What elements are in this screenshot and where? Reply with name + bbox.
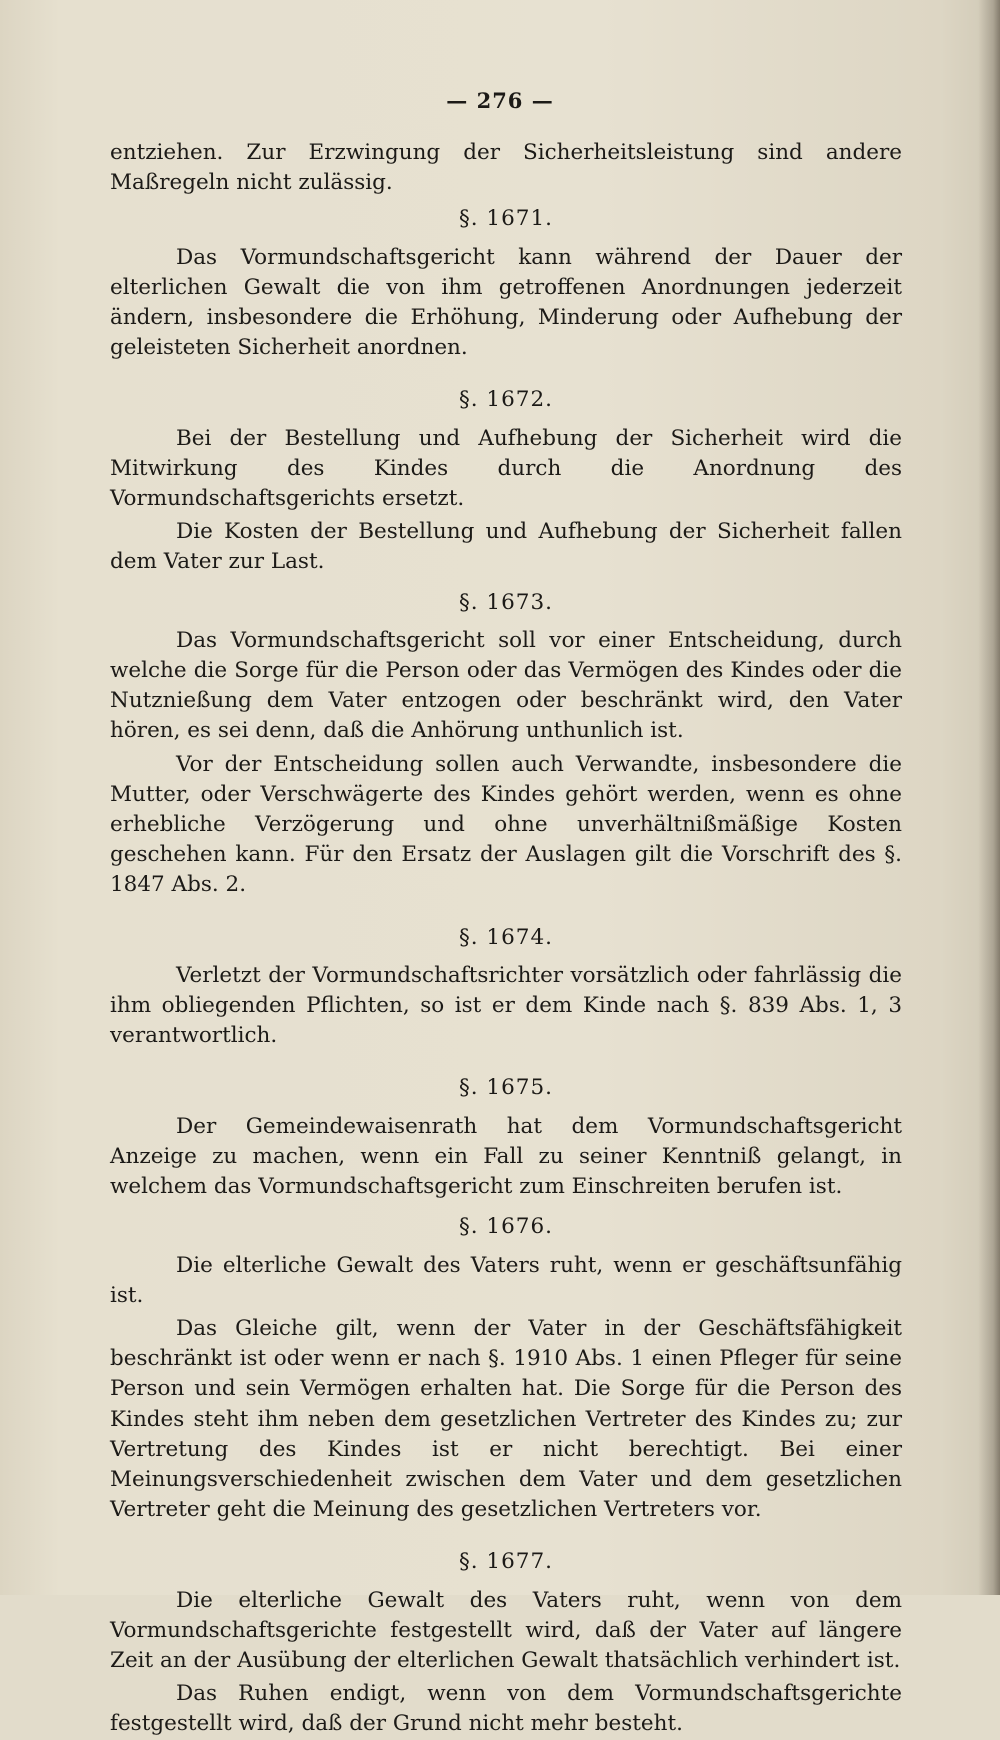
paragraph-1672-2: Die Kosten der Bestellung und Aufhebung der Sicherheit fallen dem Vater zur Last. xyxy=(110,519,902,575)
section-heading-1673: §. 1673. xyxy=(459,589,553,615)
paragraph-1671: Das Vormundschaftsgericht kann während der Dauer der elterlichen Gewalt die von ihm getroffenen Anordnungen jederzeit ändern, insbesondere die Erhöhung, Minderung oder Aufhebung der geleisteten Sicherheit anordnen. xyxy=(110,244,902,361)
section-heading-1674: §. 1674. xyxy=(459,924,553,950)
section-heading-1676: §. 1676. xyxy=(459,1214,553,1240)
paragraph-1677-2: Das Ruhen endigt, wenn von dem Vormundschaftsgerichte festgestellt wird, daß der Grund nicht mehr besteht. xyxy=(110,1681,902,1737)
section-heading-1672: §. 1672. xyxy=(459,387,553,413)
paragraph-1673-1: Das Vormundschaftsgericht soll vor einer Entscheidung, durch welche die Sorge für die Person oder das Vermögen des Kindes oder die Nutznießung dem Vater entzogen oder beschränkt wird, den Vater hören, es sei denn, daß die Anhörung unthunlich ist. xyxy=(110,627,902,744)
paragraph-1672-1: Bei der Bestellung und Aufhebung der Sicherheit wird die Mitwirkung des Kindes durch die Anordnung des Vormundschaftsgerichts ersetzt. xyxy=(110,425,902,512)
section-heading-1677: §. 1677. xyxy=(459,1549,553,1575)
page-body xyxy=(110,138,902,1740)
page-edge-shadow xyxy=(978,0,1000,1595)
paragraph-1673-2: Vor der Entscheidung sollen auch Verwandte, insbesondere die Mutter, oder Verschwägerte des Kindes gehört werden, wenn es ohne erhebliche Verzögerung und ohne unverhältnißmäßige Kosten geschehen kann. Für den Ersatz der Auslagen gilt die Vorschrift des §. 1847 Abs. 2. xyxy=(110,751,902,898)
paragraph-1676-2: Das Gleiche gilt, wenn der Vater in der Geschäftsfähigkeit beschränkt ist oder wenn er nach §. 1910 Abs. 1 einen Pfleger für seine Person und sein Vermögen erhalten hat. Die Sorge für die Person des Kindes steht ihm neben dem gesetzlichen Vertreter des Kindes zu; zur Vertretung des Kindes ist er nicht berechtigt. Bei einer Meinungsverschiedenheit zwischen dem Vater und dem gesetzlichen Vertreter geht die Meinung des gesetzlichen Vertreters vor. xyxy=(110,1315,902,1523)
paragraph-continuation: entziehen. Zur Erzwingung der Sicherheitsleistung sind andere Maßregeln nicht zulässig. xyxy=(110,140,902,196)
page-number: — 276 — xyxy=(446,88,554,113)
paragraph-1677-1: Die elterliche Gewalt des Vaters ruht, wenn von dem Vormundschaftsgerichte festgestellt wird, daß der Vater auf längere Zeit an der Ausübung der elterlichen Gewalt thatsächlich verhindert ist. xyxy=(110,1587,902,1673)
paragraph-1674: Verletzt der Vormundschaftsrichter vorsätzlich oder fahrlässig die ihm obliegenden Pflichten, so ist er dem Kinde nach §. 839 Abs. 1, 3 verantwortlich. xyxy=(110,962,902,1049)
paragraph-1675: Der Gemeindewaisenrath hat dem Vormundschaftsgericht Anzeige zu machen, wenn ein Fall zu seiner Kenntniß gelangt, in welchem das Vormundschaftsgericht zum Einschreiten berufen ist. xyxy=(110,1113,902,1200)
paragraph-1676-1: Die elterliche Gewalt des Vaters ruht, wenn er geschäftsunfähig ist. xyxy=(110,1252,902,1308)
section-heading-1675: §. 1675. xyxy=(459,1075,553,1101)
section-heading-1671: §. 1671. xyxy=(459,206,553,232)
